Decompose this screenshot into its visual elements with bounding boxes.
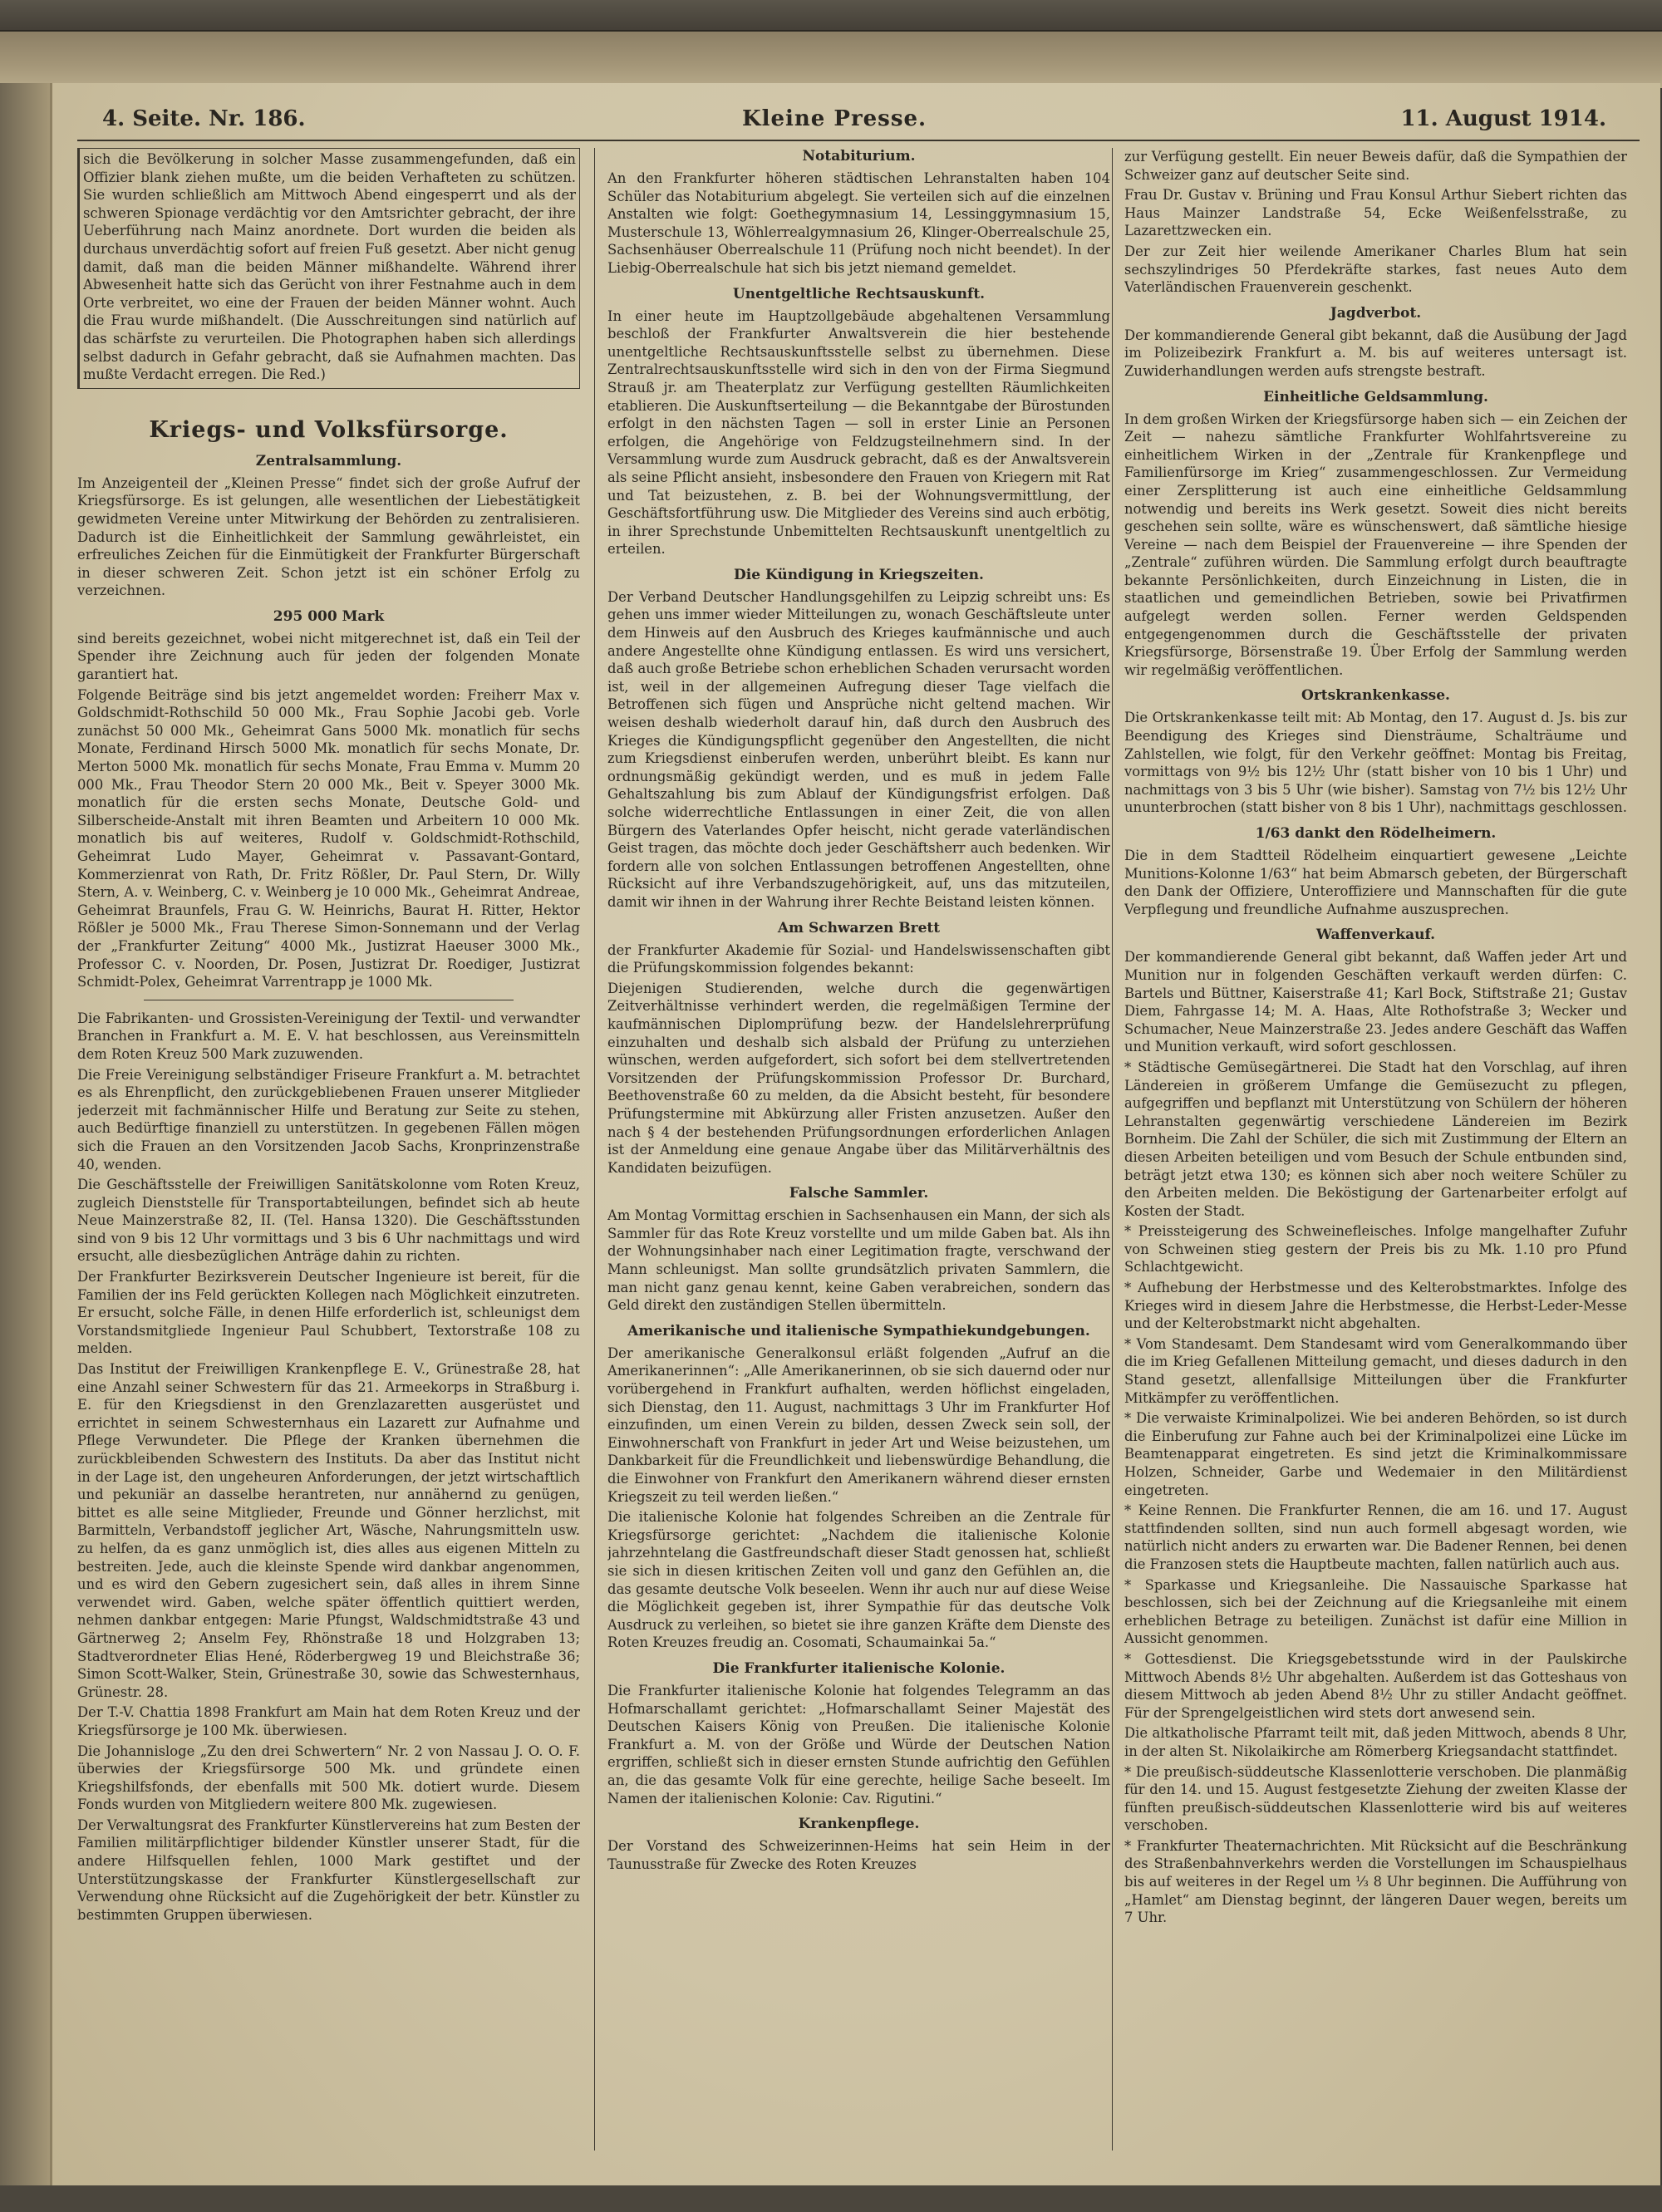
news-item: Die altkatholische Pfarramt teilt mit, daß jeden Mittwoch, abends 8 Uhr, in der alten St. Nikolaikirche am Römerberg Kriegsandacht stattfindet. <box>1124 1725 1627 1759</box>
article-paragraph: Im Anzeigenteil der „Kleinen Presse“ findet sich der große Aufruf der Kriegsfürsorge. Es ist gelungen, alle wesentlichen der Liebestätigkeit gewidmeten Vereine unter Mitwirkung der Behörden zu zentralisieren. Dadurch ist die Einheitlichkeit der Sammlung gewährleistet, ein erfreuliches Zeichen für die Einmütigkeit der Frankfurter Bürgerschaft in dieser schweren Zeit. Schon jetzt ist ein schöner Erfolg zu verzeichnen. <box>77 474 580 599</box>
article-heading: Notabiturium. <box>802 148 916 165</box>
news-item: * Sparkasse und Kriegsanleihe. Die Nassauische Sparkasse hat beschlossen, sich bei der Zeichnung auf die Kriegsanleihe mit einem erheblichen Betrage zu beteiligen. Zunächst ist dafür eine Million in Aussicht genommen. <box>1124 1576 1627 1647</box>
newspaper-page <box>50 83 1660 2185</box>
article-paragraph: Der Verband Deutscher Handlungsgehilfen zu Leipzig schreibt uns: Es gehen uns immer wieder Mitteilungen zu, wonach Geschäftsleute unter dem Hinweis auf den Ausbruch des Krieges kaufmännische und auch andere Angestellte ohne Kündigung entlassen. Es wird uns versichert, daß auch große Betriebe schon erheblichen Schaden verursacht worden ist, weil in der allgemeinen Aufregung dieser Tage vielfach die Betroffenen sich fügen und Ansprüche nicht geltend machen. Wir weisen deshalb wiederholt darauf hin, daß durch den Ausbruch des Krieges die Kündigungspflicht gegenüber den Angestellten, die nicht zum Kriegsdienst einberufen werden, unberührt bleibt. Es kann nur ordnungsmäßig gekündigt werden, und es muß in jedem Falle Gehaltszahlung bis zum Ablauf der Kündigungsfrist erfolgen. Daß solche widerrechtliche Entlassungen in einer Zeit, die von allen Bürgern des Vaterlandes Opfer heischt, nicht gerade vaterländischen Geist tragen, das möchte doch jeder Geschäftsherr auch bedenken. Wir fordern alle von solchen Entlassungen betroffenen Angestellten, ohne Rücksicht auf ihre Verbandszugehörigkeit, auf, uns das mitzuteilen, damit wir ihnen in der Wahrung ihrer Rechte Beistand leisten können. <box>607 588 1110 910</box>
article-paragraph: Die Fabrikanten- und Grossisten-Vereinigung der Textil- und verwandter Branchen in Frankfurt a. M. E. V. hat beschlossen, aus Vereinsmitteln dem Roten Kreuz 500 Mark zuzuwenden. <box>77 1010 580 1062</box>
article-paragraph: In dem großen Wirken der Kriegsfürsorge haben sich — ein Zeichen der Zeit — nahezu sämtliche Frankfurter Wohlfahrtsvereine zu einheitlichem Wirken in der „Zentrale für Krankenpflege und Familienfürsorge im Krieg“ zusammengeschlossen. Zur Vermeidung einer Zersplitterung ist auch eine einheitliche Geldsammlung notwendig und bereits ins Werk gesetzt. Soweit dies nicht bereits geschehen sein sollte, wäre es wünschenswert, daß sämtliche hiesige Vereine — nach dem Beispiel der Frauenvereine — ihre Spenden der „Zentrale“ zuführen würden. Die Sammlung erfolgt durch beauftragte bekannte Persönlichkeiten, durch Einzeichnung in Listen, die in staatlichen und gemeindlichen Betrieben, sowie bei Privatfirmen aufgelegt werden sollen. Ferner werden Geldspenden entgegengenommen durch die Geschäftsstelle der privaten Kriegsfürsorge, Börsenstraße 19. Über Erfolg der Sammlung werden wir regelmäßig veröffentlichen. <box>1124 410 1627 678</box>
article-paragraph: Der Frankfurter Bezirksverein Deutscher Ingenieure ist bereit, für die Familien der ins Feld gerückten Kollegen nach Möglichkeit einzutreten. Er ersucht, solche Fälle, in denen Hilfe erforderlich ist, schleunigst dem Vorstandsmitgliede Ingenieur Paul Schubbert, Textorstraße 108 zu melden. <box>77 1269 580 1357</box>
article-paragraph: Die italienische Kolonie hat folgendes Schreiben an die Zentrale für Kriegsfürsorge gerichtet: „Nachdem die italienische Kolonie jahrzehntelang die Gastfreundschaft dieser Stadt genossen hat, schließt sie sich in diesen kritischen Zeiten voll und ganz den Gefühlen an, die das gesamte deutsche Volk beseelen. Wenn ihr auch nur auf diese Weise die Möglichkeit gegeben ist, ihrer Sympathie für das deutsche Volk Ausdruck zu verleihen, so bietet sie ihre ganzen Kräfte dem Dienste des Roten Kreuzes freudig an. Cosomati, Schaumainkai 5a.“ <box>607 1509 1110 1651</box>
news-item: * Städtische Gemüsegärtnerei. Die Stadt hat den Vorschlag, auf ihren Ländereien in größerem Umfange die Gemüsezucht zu pflegen, aufgegriffen und bepflanzt mit Unterstützung von Schülern der höheren Lehranstalten gegenwärtig verschiedene Ländereien im Bezirk Bornheim. Die Zahl der Schüler, die sich mit Zustimmung der Eltern an diesen Arbeiten beteiligen und vom Besuch der Schule entbunden sind, beträgt jetzt etwa 130; es können sich aber noch weitere Schüler zu den Arbeiten melden. Die Beköstigung der Gartenarbeiter erfolgt auf Kosten der Stadt. <box>1124 1059 1627 1219</box>
article-heading: Zentralsammlung. <box>255 452 402 469</box>
article-paragraph: In einer heute im Hauptzollgebäude abgehaltenen Versammlung beschloß der Frankfurter Anwaltsverein die hier bestehende unentgeltliche Rechtsauskunftsstelle selbst zu übernehmen. Diese Zentralrechtsauskunftsstelle wird sich in den von der Firma Siegmund Strauß jr. am Theaterplatz zur Verfügung gestellten Räumlichkeiten etablieren. Die Auskunftserteilung — die Bekanntgabe der Bürostunden erfolgt in den nächsten Tagen — soll in erster Linie an Personen erfolgen, die Angehörige von Feldzugsteilnehmern sind. In der Versammlung wurde zum Ausdruck gebracht, daß es der Anwaltsverein als seine Pflicht ansieht, insbesondere den Frauen von Kriegern mit Rat und Tat beizustehen, z. B. bei der Wohnungsvermittlung, der Geschäftsfortführung usw. Die Mitglieder des Vereins sind auch erbötig, in ihrer Sprechstunde Unbemittelten Rechtsauskunft unentgeltlich zu erteilen. <box>607 307 1110 558</box>
news-item: * Aufhebung der Herbstmesse und des Kelterobstmarktes. Infolge des Krieges wird in diesem Jahre die Herbstmesse, die Herbst-Leder-Messe und der Kelterobstmarkt nicht abgehalten. <box>1124 1280 1627 1332</box>
previous-page-edge <box>0 32 1662 88</box>
donation-total: 295 000 Mark <box>273 607 385 625</box>
column-right <box>1124 148 1627 2167</box>
newspaper-title: Kleine Presse. <box>742 106 927 131</box>
article-heading: Einheitliche Geldsammlung. <box>1263 388 1488 406</box>
news-item: * Preissteigerung des Schweinefleisches. Infolge mangelhafter Zufuhr von Schweinen stieg gestern der Preis bis zu Mk. 1.10 pro Pfund Schlachtgewicht. <box>1124 1223 1627 1276</box>
column-rule <box>1112 148 1113 2151</box>
news-item: * Frankfurter Theaternachrichten. Mit Rücksicht auf die Beschränkung des Straßenbahnverkehrs werden die Vorstellungen im Schauspielhaus bis auf weiteres in der Regel um ⅓ 8 Uhr beginnen. Die Aufführung von „Hamlet“ am Dienstag beginnt, der längeren Dauer wegen, bereits um 7 Uhr. <box>1124 1837 1627 1926</box>
article-paragraph: Die Johannisloge „Zu den drei Schwertern“ Nr. 2 von Nassau J. O. O. F. überwies der Kriegsfürsorge 500 Mk. und gründete einen Kriegshilfsfonds, der ebenfalls mit 500 Mk. dotiert wurde. Diesem Fonds wurden von Mitgliedern weitere 800 Mk. zugewiesen. <box>77 1743 580 1813</box>
article-heading: Krankenpflege. <box>798 1816 920 1833</box>
article-heading: Jagdverbot. <box>1330 304 1422 322</box>
boxed-news-item <box>77 148 580 389</box>
news-item: * Keine Rennen. Die Frankfurter Rennen, die am 16. und 17. August stattfindenden sollten, sind nun auch formell abgesagt worden, wie natürlich nicht anders zu erwarten war. Die Badener Rennen, bei denen die Franzosen stets die Hauptbeute machten, fallen natürlich auch aus. <box>1124 1502 1627 1572</box>
article-heading: 1/63 dankt den Rödelheimern. <box>1255 825 1497 842</box>
issue-date: 11. August 1914. <box>1400 106 1606 131</box>
column-rule <box>594 148 595 2151</box>
column-middle <box>607 148 1110 2167</box>
article-heading: Falsche Sammler. <box>789 1185 929 1202</box>
article-heading: Amerikanische und italienische Sympathiekundgebungen. <box>627 1322 1090 1339</box>
article-paragraph: Diejenigen Studierenden, welche durch die gegenwärtigen Zeitverhältnisse verhindert werden, die regelmäßigen Termine der kaufmännischen Diplomprüfung bezw. der Handelslehrerprüfung einzuhalten und deshalb sich alsbald der Prüfung zu unterziehen wünschen, werden aufgefordert, sich sofort bei dem stellvertretenden Vorsitzenden der Prüfungskommission Professor Dr. Burchard, Beethovenstraße 60 zu melden, da die Absicht besteht, für besondere Prüfungstermine mit Abkürzung aller Fristen anzusetzen. Außer den nach § 4 der bestehenden Prüfungsordnungen erforderlichen Anlagen ist der Anmeldung eine genaue Angabe über das Militärverhältnis des Kandidaten beizufügen. <box>607 980 1110 1176</box>
article-paragraph: Der Vorstand des Schweizerinnen-Heims hat sein Heim in der Taunusstraße für Zwecke des Roten Kreuzes <box>607 1838 1110 1872</box>
news-item: * Vom Standesamt. Dem Standesamt wird vom Generalkommando über die im Krieg Gefallenen Mitteilung gemacht, und dieses dadurch in den Stand gesetzt, allenfallsige Mitteilungen über die Frankfurter Mitkämpfer zu veröffentlichen. <box>1124 1335 1627 1406</box>
divider <box>144 1000 514 1001</box>
article-heading: Die Kündigung in Kriegszeiten. <box>734 566 984 583</box>
article-paragraph: Der amerikanische Generalkonsul erläßt folgenden „Aufruf an die Amerikanerinnen“: „Alle Amerikanerinnen, ob sie sich dauernd oder nur vorübergehend in Frankfurt aufhalten, werden höflichst eingeladen, sich Dienstag, den 11. August, nachmittags 3 Uhr im Frankfurter Hof einzufinden, um einen Verein zu bilden, dessen Zweck sein soll, der Einwohnerschaft von Frankfurt in jeder Art und Weise beizustehen, um Dankbarkeit für die Freundlichkeit und liebenswürdige Behandlung, die die Einwohner von Frankfurt den Amerikanern während dieser ernsten Kriegszeit zu teil werden ließen.“ <box>607 1344 1110 1505</box>
article-paragraph: Die in dem Stadtteil Rödelheim einquartiert gewesene „Leichte Munitions-Kolonne 1/63“ hat beim Abmarsch gebeten, der Bürgerschaft den Dank der Offiziere, Unteroffiziere und Mannschaften für die gute Verpflegung und freundliche Aufnahme auszusprechen. <box>1124 848 1627 917</box>
article-paragraph: der Frankfurter Akademie für Sozial- und Handelswissenschaften gibt die Prüfungskommission folgendes bekannt: <box>607 941 1110 976</box>
article-paragraph: zur Verfügung gestellt. Ein neuer Beweis dafür, daß die Sympathien der Schweizer ganz auf deutscher Seite sind. <box>1124 149 1627 183</box>
news-item: * Die preußisch-süddeutsche Klassenlotterie verschoben. Die planmäßig für den 14. und 15. August festgesetzte Ziehung der zweiten Klasse der fünften preußisch-süddeutschen Klassenlotterie wird bis auf weiteres verschoben. <box>1124 1763 1627 1834</box>
article-paragraph: Am Montag Vormittag erschien in Sachsenhausen ein Mann, der sich als Sammler für das Rote Kreuz vorstellte und um milde Gaben bat. Als ihn der Wohnungsinhaber nach einer Legitimation fragte, verschwand der Mann schleunigst. Man sollte grundsätzlich privaten Sammlern, die man nicht ganz genau kennt, keine Gaben verabreichen, sondern das Geld direkt den zuständigen Stellen übermitteln. <box>607 1207 1110 1314</box>
page-number-issue: 4. Seite. Nr. 186. <box>102 106 306 131</box>
article-heading: Ortskrankenkasse. <box>1301 687 1450 705</box>
left-page-fold <box>0 83 50 2185</box>
article-heading: Am Schwarzen Brett <box>777 919 941 936</box>
article-paragraph: Frau Dr. Gustav v. Brüning und Frau Konsul Arthur Siebert richten das Haus Mainzer Landstraße 54, Ecke Weißenfelsstraße, zu Lazarettzwecken ein. <box>1124 187 1627 239</box>
news-item: * Die verwaiste Kriminalpolizei. Wie bei anderen Behörden, so ist durch die Einberufung zur Fahne auch bei der Kriminalpolizei eine Lücke im Beamtenapparat eingetreten. Es sind jetzt die Kriminalkommissare Holzen, Schneider, Garbe und Wedemaier in den Militärdienst eingetreten. <box>1124 1410 1627 1498</box>
article-paragraph: Folgende Beiträge sind bis jetzt angemeldet worden: Freiherr Max v. Goldschmidt-Rothschild 50 000 Mk., Frau Sophie Jacobi geb. Vorle zunächst 50 000 Mk., Geheimrat Gans 5000 Mk. monatlich für sechs Monate, Ferdinand Hirsch 5000 Mk. monatlich für sechs Monate, Dr. Merton 5000 Mk. monatlich für sechs Monate, Frau Emma v. Mumm 20 000 Mk., Frau Theodor Stern 20 000 Mk., Beit v. Speyer 3000 Mk. monatlich für die ersten sechs Monate, Deutsche Gold- und Silberscheide-Anstalt mit ihren Beamten und Arbeitern 10 000 Mk. monatlich bis auf weiteres, Rudolf v. Goldschmidt-Rothschild, Geheimrat Ludo Mayer, Geheimrat v. Passavant-Gontard, Kommerzienrat von Rath, Dr. Fritz Rößler, Dr. Paul Stern, Dr. Willy Stern, A. v. Weinberg, C. v. Weinberg je 10 000 Mk., Geheimrat Andreae, Geheimrat Braunfels, Frau G. W. Heinrichs, Baurat H. Ritter, Hektor Rößler je 5000 Mk., Frau Therese Simon-Sonnemann und der Verlag der „Frankfurter Zeitung“ 4000 Mk., Justizrat Haeuser 3000 Mk., Professor C. v. Noorden, Dr. Posen, Justizrat Dr. Roediger, Justizrat Schmidt-Polex, Geheimrat Varrentrapp je 1000 Mk. <box>77 686 580 990</box>
article-heading: Waffenverkauf. <box>1315 927 1436 944</box>
page-header <box>77 98 1640 141</box>
article-paragraph: Die Freie Vereinigung selbständiger Friseure Frankfurt a. M. betrachtet es als Ehrenpflicht, den zurückgebliebenen Frauen unserer Mitglieder jederzeit mit fachmännischer Hilfe und Beratung zur Seite zu stehen, auch Bedürftige finanziell zu unterstützen. In gegebenen Fällen mögen sich die Frauen an den Vorsitzenden Jacob Sachs, Kronprinzenstraße 40, wenden. <box>77 1066 580 1172</box>
article-paragraph: Die Frankfurter italienische Kolonie hat folgendes Telegramm an das Hofmarschallamt gerichtet: „Hofmarschallamt Seiner Majestät des Deutschen Kaisers König von Preußen. Die italienische Kolonie Frankfurt a. M. von der Größe und Würde der Deutschen Nation ergriffen, schließt sich in dieser ernsten Stunde aufrichtig den Gefühlen an, die das gesamte Volk für eine gerechte, heilige Sache beseelt. Im Namen der italienischen Kolonie: Cav. Rigutini.“ <box>607 1682 1110 1806</box>
article-heading: Die Frankfurter italienische Kolonie. <box>712 1659 1006 1677</box>
news-item: * Gottesdienst. Die Kriegsgebetsstunde wird in der Paulskirche Mittwoch Abends 8½ Uhr abgehalten. Außerdem ist das Gotteshaus von diesem Mittwoch ab jeden Abend 8½ Uhr zu stiller Andacht geöffnet. Für der Sprengelgeistlichen wird stets dort anwesend sein. <box>1124 1650 1627 1721</box>
article-paragraph: Der T.-V. Chattia 1898 Frankfurt am Main hat dem Roten Kreuz und der Kriegsfürsorge je 100 Mk. überwiesen. <box>77 1704 580 1738</box>
article-paragraph: Der Verwaltungsrat des Frankfurter Künstlervereins hat zum Besten der Familien militärpflichtiger bildender Künstler unserer Stadt, für die andere Hilfsquellen fehlen, 1000 Mark gestiftet und der Unterstützungskasse der Frankfurter Künstlergesellschaft zur Verwendung ohne Rücksicht auf die Zugehörigkeit der betr. Künstler zu bestimmten Gruppen überwiesen. <box>77 1816 580 1923</box>
article-paragraph: Der kommandierende General gibt bekannt, daß Waffen jeder Art und Munition nur in folgenden Geschäften verkauft werden dürfen: C. Bartels und Büttner, Kaiserstraße 41; Karl Bock, Stiftstraße 21; Gustav Diem, Fahrgasse 14; M. A. Haas, Alte Rothofstraße 3; Wecker und Schumacher, Neue Mainzerstraße 23. Jedes andere Geschäft das Waffen und Munition verkauft, wird sofort geschlossen. <box>1124 949 1627 1055</box>
article-paragraph: sind bereits gezeichnet, wobei nicht mitgerechnet ist, daß ein Teil der Spender ihre Zeichnung auch für jeden der folgenden Monate garantiert hat. <box>77 630 580 683</box>
section-heading: Kriegs- und Volksfürsorge. <box>149 416 509 443</box>
article-heading: Unentgeltliche Rechtsauskunft. <box>732 285 986 302</box>
article-paragraph: An den Frankfurter höheren städtischen Lehranstalten haben 104 Schüler das Notabiturium abgelegt. Sie verteilen sich auf die einzelnen Anstalten wie folgt: Goethegymnasium 14, Lessinggymnasium 15, Musterschule 13, Wöhlerrealgymnasium 26, Klinger-Oberrealschule 25, Sachsenhäuser Oberrealschule 11 (Prüfung noch nicht beendet). In der Liebig-Oberrealschule hat sich bis jetzt niemand gemeldet. <box>607 170 1110 276</box>
article-paragraph: Die Geschäftsstelle der Freiwilligen Sanitätskolonne vom Roten Kreuz, zugleich Dienststelle für Transportabteilungen, befindet sich ab heute Neue Mainzerstraße 82, II. (Tel. Hansa 1320). Die Geschäftsstunden sind von 9 bis 12 Uhr vormittags und 3 bis 6 Uhr nachmittags und wird ersucht, alle diesbezüglichen Anträge dahin zu richten. <box>77 1177 580 1265</box>
bottom-shadow <box>0 2185 1662 2212</box>
top-dark-strip <box>0 0 1662 32</box>
article-paragraph: Die Ortskrankenkasse teilt mit: Ab Montag, den 17. August d. Js. bis zur Beendigung des Krieges sind Diensträume, Schalträume und Zahlstellen, wie folgt, für den Verkehr geöffnet: Montag bis Freitag, vormittags von 9½ bis 12½ Uhr (statt bisher von 10 bis 1 Uhr) und nachmittags von 3 bis 5 Uhr (wie bisher). Samstag von 7½ bis 12½ Uhr ununterbrochen (statt bisher von 8 bis 1 Uhr), nachmittags geschlossen. <box>1124 710 1627 816</box>
column-left <box>77 148 580 2167</box>
article-paragraph: Der zur Zeit hier weilende Amerikaner Charles Blum hat sein sechszylindriges 50 Pferdekräfte starkes, fast neues Auto dem Vaterländischen Frauenverein geschenkt. <box>1124 243 1627 296</box>
article-paragraph: Der kommandierende General gibt bekannt, daß die Ausübung der Jagd im Polizeibezirk Frankfurt a. M. bis auf weiteres untersagt ist. Zuwiderhandlungen werden aufs strengste bestraft. <box>1124 327 1627 379</box>
article-paragraph: Das Institut der Freiwilligen Krankenpflege E. V., Grünestraße 28, hat eine Anzahl seiner Schwestern für das 21. Armeekorps in Straßburg i. E. für den Kriegsdienst in den Grenzlazaretten ausgerüstet und errichtet in seinem Schwesternhaus ein Lazarett zur Aufnahme und Pflege Verwundeter. Die Pflege der Kranken übernehmen die zurückbleibenden Schwestern des Instituts. Da aber das Institut nicht in der Lage ist, den ungeheuren Anforderungen, der jetzt wirtschaftlich und pekuniär an dasselbe herantreten, nur annähernd zu genügen, bittet es alle seine Mitglieder, Freunde und Gönner herzlichst, mit Barmitteln, Verbandstoff jeglicher Art, Wäsche, Nahrungsmitteln usw. zu helfen, da es ganz unmöglich ist, dies alles aus eigenen Mitteln zu bestreiten. Jede, auch die kleinste Spende wird dankbar angenommen, und es wird den Gebern zugesichert sein, daß alles in ihrem Sinne verwendet wird. Gaben, welche später öffentlich quittiert werden, nehmen dankbar entgegen: Marie Pfungst, Waldschmidtstraße 43 und Gärtnerweg 2; Anselm Fey, Rhönstraße 18 und Holzgraben 13; Stadtverordneter Elias Hené, Röderbergweg 19 und Bleichstraße 36; Simon Scott-Walker, Stein, Grünestraße 30, sowie das Schwesternhaus, Grünestr. 28. <box>77 1361 580 1700</box>
article-paragraph: sich die Bevölkerung in solcher Masse zusammengefunden, daß ein Offizier blank ziehen mußte, um die beiden Verhafteten zu schützen. Sie wurden schließlich am Mittwoch Abend eingesperrt und als der schweren Spionage verdächtig vor den Amtsrichter gebracht, der ihre Ueberführung nach Mainz anordnete. Dort wurden die beiden als durchaus unverdächtig sofort auf freien Fuß gesetzt. Aber nicht genug damit, daß man die beiden Männer mißhandelte. Während ihrer Abwesenheit hatte sich das Gerücht von ihrer Festnahme auch in dem Orte verbreitet, wo eine der Frauen der beiden Männer wohnt. Auch die Frau wurde mißhandelt. (Die Ausschreitungen sind natürlich auf das schärfste zu verurteilen. Die Photographen haben sich allerdings selbst dadurch in Gefahr gebracht, daß sie Aufnahmen machten. Das mußte Verdacht erregen. Die Red.) <box>83 151 576 383</box>
